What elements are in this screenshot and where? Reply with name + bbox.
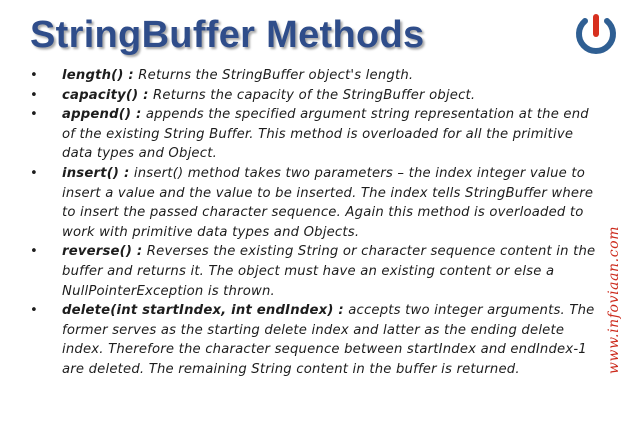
method-description: Returns the StringBuffer object's length. bbox=[133, 68, 414, 83]
website-url: www.infoviaan.com bbox=[606, 225, 622, 375]
list-item bbox=[30, 164, 602, 242]
method-description: Returns the capacity of the StringBuffer object. bbox=[148, 87, 476, 103]
method-description: insert() method takes two parameters – the index integer value to insert a value and the value to be inserted. The index tells StringBuffer where to insert the passed character sequence. Again this method is overloaded to work with primitive data types and Objects. bbox=[62, 165, 594, 240]
method-name: insert() : bbox=[62, 165, 130, 181]
slide-title: StringBuffer Methods bbox=[30, 14, 425, 56]
list-item bbox=[30, 86, 602, 106]
list-item bbox=[30, 105, 602, 164]
power-button-logo-icon bbox=[572, 10, 620, 58]
method-description: appends the specified argument string representation at the end of the existing String Buffer. This method is overloaded for all the primitive data types and Object. bbox=[62, 107, 589, 162]
list-item bbox=[30, 242, 602, 301]
method-name: reverse() : bbox=[62, 244, 143, 260]
method-description: accepts two integer arguments. The former serves as the starting delete index and latter as the ending delete index. Therefore the character sequence between startIndex and endIndex-1 are deleted. The remaining String content in the buffer is returned. bbox=[62, 303, 595, 377]
list-item bbox=[30, 66, 602, 86]
bullet-marker: • bbox=[30, 68, 38, 83]
bullet-marker: • bbox=[30, 303, 38, 319]
bullet-list bbox=[30, 66, 602, 380]
method-name: length() : bbox=[62, 68, 134, 83]
list-item bbox=[30, 301, 602, 379]
bullet-marker: • bbox=[30, 107, 38, 123]
method-name: delete(int startIndex, int endIndex) : bbox=[62, 303, 344, 319]
bullet-marker: • bbox=[30, 165, 38, 181]
bullet-marker: • bbox=[30, 244, 38, 260]
method-name: append() : bbox=[62, 107, 142, 123]
method-description: Reverses the existing String or character sequence content in the buffer and returns it. The object must have an existing content or else a NullPointerException is thrown. bbox=[62, 244, 596, 299]
method-name: capacity() : bbox=[62, 87, 149, 103]
bullet-marker: • bbox=[30, 87, 38, 103]
